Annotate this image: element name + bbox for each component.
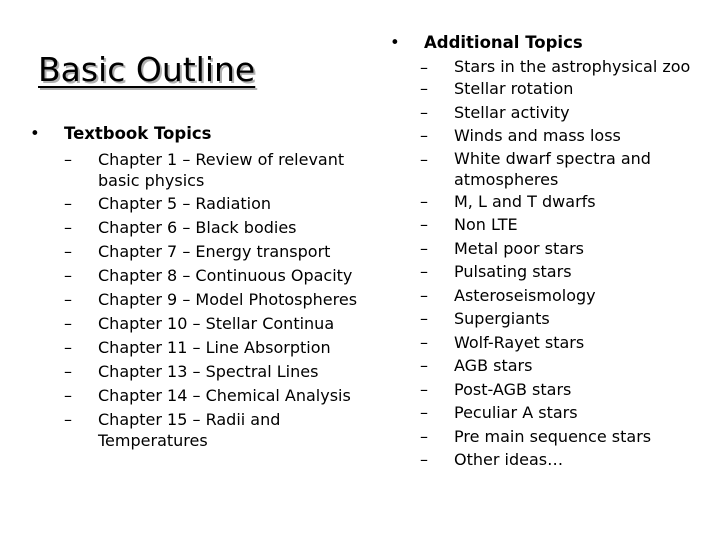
heading-label: Additional Topics <box>424 33 583 52</box>
dash-icon: – <box>420 215 428 234</box>
list-item <box>420 354 715 378</box>
dash-icon: – <box>64 386 72 405</box>
list-item <box>64 215 370 239</box>
dash-icon: – <box>420 102 428 122</box>
list-item-label: Chapter 14 – Chemical Analysis <box>98 386 351 405</box>
dash-icon: – <box>420 58 428 77</box>
dash-icon: – <box>420 149 428 169</box>
list-item-label: Stellar activity <box>454 102 570 122</box>
list-item <box>64 147 370 191</box>
list-item <box>420 425 715 449</box>
list-item <box>64 263 370 287</box>
dash-icon: – <box>420 126 428 145</box>
list-item-label: Chapter 5 – Radiation <box>98 194 272 213</box>
dash-icon: – <box>420 309 428 328</box>
list-item <box>420 190 715 214</box>
list-item-label: Winds and mass loss <box>454 126 621 145</box>
list-item-label: Stellar rotation <box>454 79 574 98</box>
list-item <box>64 383 370 407</box>
dash-icon: – <box>420 403 428 422</box>
dash-icon: – <box>420 356 428 375</box>
list-item-label: Chapter 8 – Continuous Opacity <box>98 266 353 285</box>
additional-topics-column <box>390 32 715 472</box>
textbook-topics-list <box>64 147 370 451</box>
list-item <box>420 124 715 148</box>
dash-icon: – <box>64 362 72 381</box>
list-item-label: Peculiar A stars <box>454 403 578 422</box>
dash-icon: – <box>64 218 72 237</box>
list-item <box>64 287 370 311</box>
list-item-label: Chapter 1 – Review of relevant basic physics <box>98 150 345 190</box>
dash-icon: – <box>64 194 72 213</box>
list-item <box>64 191 370 215</box>
dash-icon: – <box>420 79 428 98</box>
list-item <box>64 239 370 263</box>
additional-topics-list <box>420 56 715 472</box>
list-item-label: Pulsating stars <box>454 262 572 281</box>
dash-icon: – <box>64 242 72 261</box>
list-item <box>420 237 715 261</box>
list-item <box>420 77 715 101</box>
dash-icon: – <box>64 150 72 169</box>
textbook-topics-column <box>30 123 370 451</box>
list-item-label: Supergiants <box>454 309 550 328</box>
list-item <box>64 311 370 335</box>
dash-icon: – <box>64 266 72 285</box>
list-item-label: Chapter 11 – Line Absorption <box>98 338 331 357</box>
list-item-label: Chapter 7 – Energy transport <box>98 242 331 261</box>
list-item-label: Post-AGB stars <box>454 379 572 399</box>
list-item-label: Other ideas… <box>454 450 564 469</box>
list-item-label: AGB stars <box>454 356 533 375</box>
dash-icon: – <box>420 379 428 399</box>
bullet-icon: • <box>30 124 40 143</box>
list-item <box>420 101 715 125</box>
dash-icon: – <box>420 238 428 258</box>
list-item-label: Pre main sequence stars <box>454 426 652 446</box>
list-item <box>64 407 370 451</box>
list-item <box>420 56 715 77</box>
list-item-label: M, L and T dwarfs <box>454 191 596 211</box>
list-item-label: Chapter 9 – Model Photospheres <box>98 290 358 309</box>
list-item-label: Stars in the astrophysical zoo <box>454 57 691 76</box>
list-item-label: Non LTE <box>454 215 518 234</box>
dash-icon: – <box>420 450 428 469</box>
list-item-label: Wolf-Rayet stars <box>454 332 585 352</box>
list-item <box>420 213 715 237</box>
list-item <box>420 448 715 472</box>
dash-icon: – <box>64 290 72 309</box>
list-item-label: Chapter 15 – Radii and Temperatures <box>98 410 281 450</box>
list-item-label: Metal poor stars <box>454 238 584 258</box>
list-item-label: Chapter 13 – Spectral Lines <box>98 362 319 381</box>
additional-topics-heading <box>390 32 715 54</box>
list-item <box>420 307 715 331</box>
list-item-label: Chapter 10 – Stellar Continua <box>98 314 335 333</box>
dash-icon: – <box>420 285 428 305</box>
list-item <box>420 148 715 190</box>
dash-icon: – <box>64 410 72 429</box>
list-item-label: Chapter 6 – Black bodies <box>98 218 297 237</box>
textbook-topics-heading <box>30 123 370 145</box>
list-item <box>420 284 715 308</box>
dash-icon: – <box>64 338 72 357</box>
slide-title: Basic Outline <box>38 50 256 89</box>
list-item-label: White dwarf spectra and atmospheres <box>454 148 651 189</box>
dash-icon: – <box>420 191 428 211</box>
dash-icon: – <box>420 332 428 352</box>
dash-icon: – <box>420 426 428 446</box>
list-item <box>64 359 370 383</box>
list-item-label: Asteroseismology <box>454 285 596 305</box>
heading-label: Textbook Topics <box>64 124 212 143</box>
bullet-icon: • <box>390 33 400 52</box>
list-item <box>420 331 715 355</box>
list-item <box>420 378 715 402</box>
dash-icon: – <box>64 314 72 333</box>
list-item <box>420 260 715 284</box>
dash-icon: – <box>420 262 428 281</box>
list-item <box>64 335 370 359</box>
list-item <box>420 401 715 425</box>
